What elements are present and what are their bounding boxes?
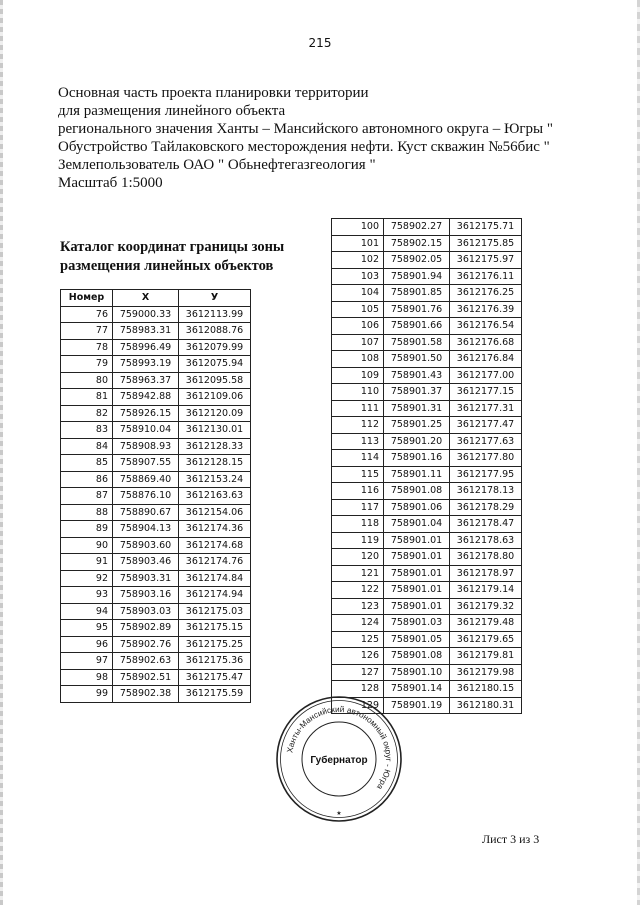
cell-number: 129 bbox=[332, 697, 384, 714]
cell-number: 107 bbox=[332, 334, 384, 351]
cell-y: 3612128.15 bbox=[179, 455, 251, 472]
table-row bbox=[332, 483, 522, 500]
cell-x: 758901.20 bbox=[384, 433, 450, 450]
cell-x: 758901.03 bbox=[384, 615, 450, 632]
seal-star-icon: ★ bbox=[336, 810, 342, 817]
cell-x: 758963.37 bbox=[113, 372, 179, 389]
cell-x: 758902.76 bbox=[113, 636, 179, 653]
cell-number: 108 bbox=[332, 351, 384, 368]
cell-x: 758901.05 bbox=[384, 631, 450, 648]
cell-number: 112 bbox=[332, 417, 384, 434]
table-row bbox=[61, 389, 251, 406]
cell-y: 3612175.97 bbox=[450, 252, 522, 269]
cell-y: 3612179.32 bbox=[450, 598, 522, 615]
cell-x: 758903.16 bbox=[113, 587, 179, 604]
cell-y: 3612176.68 bbox=[450, 334, 522, 351]
table-row bbox=[332, 417, 522, 434]
table-row bbox=[61, 488, 251, 505]
table-row bbox=[61, 669, 251, 686]
cell-y: 3612176.54 bbox=[450, 318, 522, 335]
cell-number: 109 bbox=[332, 367, 384, 384]
cell-y: 3612177.15 bbox=[450, 384, 522, 401]
cell-x: 758993.19 bbox=[113, 356, 179, 373]
header-line: Обустройство Тайлаковского месторождения нефти. Куст скважин №56бис " bbox=[58, 139, 550, 155]
cell-y: 3612178.63 bbox=[450, 532, 522, 549]
cell-y: 3612174.76 bbox=[179, 554, 251, 571]
cell-x: 758942.88 bbox=[113, 389, 179, 406]
cell-y: 3612130.01 bbox=[179, 422, 251, 439]
cell-y: 3612177.31 bbox=[450, 400, 522, 417]
cell-x: 758901.06 bbox=[384, 499, 450, 516]
cell-number: 103 bbox=[332, 268, 384, 285]
seal-center-text: Губернатор bbox=[310, 755, 368, 766]
cell-number: 120 bbox=[332, 549, 384, 566]
cell-x: 758903.31 bbox=[113, 570, 179, 587]
cell-y: 3612179.48 bbox=[450, 615, 522, 632]
cell-number: 88 bbox=[61, 504, 113, 521]
table-row bbox=[61, 356, 251, 373]
cell-number: 95 bbox=[61, 620, 113, 637]
table-row bbox=[61, 323, 251, 340]
cell-y: 3612177.00 bbox=[450, 367, 522, 384]
cell-y: 3612178.80 bbox=[450, 549, 522, 566]
cell-number: 99 bbox=[61, 686, 113, 703]
cell-number: 79 bbox=[61, 356, 113, 373]
cell-number: 104 bbox=[332, 285, 384, 302]
cell-number: 98 bbox=[61, 669, 113, 686]
table-row bbox=[332, 384, 522, 401]
column-header-number: Номер bbox=[61, 290, 113, 307]
cell-y: 3612163.63 bbox=[179, 488, 251, 505]
table-right-body bbox=[332, 219, 522, 714]
cell-x: 758901.66 bbox=[384, 318, 450, 335]
cell-y: 3612179.65 bbox=[450, 631, 522, 648]
cell-x: 758901.08 bbox=[384, 483, 450, 500]
table-row bbox=[61, 438, 251, 455]
cell-number: 114 bbox=[332, 450, 384, 467]
cell-x: 758901.10 bbox=[384, 664, 450, 681]
cell-x: 758901.01 bbox=[384, 598, 450, 615]
cell-y: 3612175.59 bbox=[179, 686, 251, 703]
cell-x: 758901.01 bbox=[384, 549, 450, 566]
cell-y: 3612178.13 bbox=[450, 483, 522, 500]
cell-number: 128 bbox=[332, 681, 384, 698]
table-row bbox=[332, 318, 522, 335]
header-line: Масштаб 1:5000 bbox=[58, 175, 163, 191]
cell-number: 84 bbox=[61, 438, 113, 455]
cell-y: 3612120.09 bbox=[179, 405, 251, 422]
seal-graphic bbox=[274, 694, 404, 824]
cell-x: 758996.49 bbox=[113, 339, 179, 356]
cell-y: 3612180.31 bbox=[450, 697, 522, 714]
header-line: для размещения линейного объекта bbox=[58, 103, 286, 119]
catalog-title: Каталог координат границы зоны размещения линейных объектов bbox=[60, 239, 285, 274]
cell-x: 758901.01 bbox=[384, 565, 450, 582]
cell-y: 3612176.39 bbox=[450, 301, 522, 318]
cell-y: 3612178.47 bbox=[450, 516, 522, 533]
header-line: Землепользователь ОАО " Обьнефтегазгеология " bbox=[58, 157, 376, 173]
cell-x: 758901.85 bbox=[384, 285, 450, 302]
cell-number: 97 bbox=[61, 653, 113, 670]
table-row bbox=[332, 516, 522, 533]
table-row bbox=[61, 620, 251, 637]
cell-number: 123 bbox=[332, 598, 384, 615]
table-row bbox=[61, 570, 251, 587]
table-row bbox=[61, 587, 251, 604]
cell-x: 758902.27 bbox=[384, 219, 450, 236]
cell-number: 91 bbox=[61, 554, 113, 571]
cell-y: 3612180.15 bbox=[450, 681, 522, 698]
cell-x: 758902.38 bbox=[113, 686, 179, 703]
table-row bbox=[61, 554, 251, 571]
cell-x: 758901.01 bbox=[384, 582, 450, 599]
cell-number: 106 bbox=[332, 318, 384, 335]
cell-y: 3612175.71 bbox=[450, 219, 522, 236]
cell-y: 3612174.36 bbox=[179, 521, 251, 538]
table-row bbox=[61, 306, 251, 323]
cell-y: 3612154.06 bbox=[179, 504, 251, 521]
cell-x: 758908.93 bbox=[113, 438, 179, 455]
cell-y: 3612175.03 bbox=[179, 603, 251, 620]
cell-x: 758901.50 bbox=[384, 351, 450, 368]
table-row bbox=[332, 582, 522, 599]
cell-x: 758901.16 bbox=[384, 450, 450, 467]
cell-x: 758904.13 bbox=[113, 521, 179, 538]
table-row bbox=[332, 664, 522, 681]
cell-number: 118 bbox=[332, 516, 384, 533]
cell-number: 125 bbox=[332, 631, 384, 648]
cell-number: 90 bbox=[61, 537, 113, 554]
cell-y: 3612079.99 bbox=[179, 339, 251, 356]
cell-x: 758902.63 bbox=[113, 653, 179, 670]
cell-x: 758901.11 bbox=[384, 466, 450, 483]
cell-number: 86 bbox=[61, 471, 113, 488]
cell-y: 3612088.76 bbox=[179, 323, 251, 340]
table-row bbox=[332, 565, 522, 582]
cell-y: 3612175.36 bbox=[179, 653, 251, 670]
cell-y: 3612178.97 bbox=[450, 565, 522, 582]
cell-number: 93 bbox=[61, 587, 113, 604]
cell-number: 94 bbox=[61, 603, 113, 620]
cell-number: 81 bbox=[61, 389, 113, 406]
table-row bbox=[332, 433, 522, 450]
cell-number: 119 bbox=[332, 532, 384, 549]
cell-number: 82 bbox=[61, 405, 113, 422]
cell-y: 3612174.68 bbox=[179, 537, 251, 554]
cell-number: 113 bbox=[332, 433, 384, 450]
cell-y: 3612179.14 bbox=[450, 582, 522, 599]
cell-number: 77 bbox=[61, 323, 113, 340]
seal-ring-text: Ханты-Мансийский автономный округ - Югра bbox=[285, 704, 394, 792]
header-line: Основная часть проекта планировки территории bbox=[58, 85, 369, 101]
cell-number: 102 bbox=[332, 252, 384, 269]
column-header-x: X bbox=[113, 290, 179, 307]
coordinates-table-left bbox=[60, 289, 251, 703]
table-row bbox=[332, 598, 522, 615]
table-row bbox=[332, 351, 522, 368]
cell-y: 3612176.11 bbox=[450, 268, 522, 285]
column-header-y: У bbox=[179, 290, 251, 307]
table-row bbox=[61, 455, 251, 472]
cell-x: 758902.15 bbox=[384, 235, 450, 252]
table-left-body bbox=[61, 306, 251, 702]
cell-number: 101 bbox=[332, 235, 384, 252]
table-row bbox=[61, 521, 251, 538]
cell-x: 758907.55 bbox=[113, 455, 179, 472]
cell-y: 3612075.94 bbox=[179, 356, 251, 373]
cell-x: 758876.10 bbox=[113, 488, 179, 505]
table-row bbox=[332, 334, 522, 351]
cell-number: 124 bbox=[332, 615, 384, 632]
cell-x: 758902.51 bbox=[113, 669, 179, 686]
cell-number: 89 bbox=[61, 521, 113, 538]
cell-number: 121 bbox=[332, 565, 384, 582]
cell-y: 3612179.98 bbox=[450, 664, 522, 681]
table-row bbox=[61, 405, 251, 422]
cell-number: 83 bbox=[61, 422, 113, 439]
table-row bbox=[332, 631, 522, 648]
cell-y: 3612176.84 bbox=[450, 351, 522, 368]
cell-number: 111 bbox=[332, 400, 384, 417]
cell-number: 110 bbox=[332, 384, 384, 401]
cell-y: 3612175.47 bbox=[179, 669, 251, 686]
table-row bbox=[332, 252, 522, 269]
cell-y: 3612179.81 bbox=[450, 648, 522, 665]
cell-x: 758903.03 bbox=[113, 603, 179, 620]
cell-x: 758983.31 bbox=[113, 323, 179, 340]
cell-x: 758890.67 bbox=[113, 504, 179, 521]
cell-y: 3612095.58 bbox=[179, 372, 251, 389]
cell-number: 92 bbox=[61, 570, 113, 587]
cell-number: 115 bbox=[332, 466, 384, 483]
table-row bbox=[61, 471, 251, 488]
cell-y: 3612174.84 bbox=[179, 570, 251, 587]
cell-y: 3612177.63 bbox=[450, 433, 522, 450]
table-row bbox=[61, 653, 251, 670]
cell-number: 78 bbox=[61, 339, 113, 356]
table-row bbox=[332, 285, 522, 302]
cell-y: 3612177.47 bbox=[450, 417, 522, 434]
table-row bbox=[61, 537, 251, 554]
table-row bbox=[61, 603, 251, 620]
cell-y: 3612109.06 bbox=[179, 389, 251, 406]
cell-y: 3612178.29 bbox=[450, 499, 522, 516]
official-seal bbox=[274, 694, 404, 824]
cell-x: 758903.60 bbox=[113, 537, 179, 554]
table-row bbox=[332, 648, 522, 665]
cell-number: 126 bbox=[332, 648, 384, 665]
page-number: 215 bbox=[308, 36, 332, 50]
cell-x: 758901.19 bbox=[384, 697, 450, 714]
cell-x: 758926.15 bbox=[113, 405, 179, 422]
table-row bbox=[332, 301, 522, 318]
cell-number: 122 bbox=[332, 582, 384, 599]
table-header-row bbox=[61, 290, 251, 307]
cell-number: 105 bbox=[332, 301, 384, 318]
table-row bbox=[332, 499, 522, 516]
cell-x: 758902.89 bbox=[113, 620, 179, 637]
cell-x: 758903.46 bbox=[113, 554, 179, 571]
cell-y: 3612153.24 bbox=[179, 471, 251, 488]
cell-number: 85 bbox=[61, 455, 113, 472]
cell-y: 3612177.95 bbox=[450, 466, 522, 483]
cell-x: 758901.43 bbox=[384, 367, 450, 384]
cell-y: 3612174.94 bbox=[179, 587, 251, 604]
cell-x: 758910.04 bbox=[113, 422, 179, 439]
cell-y: 3612175.25 bbox=[179, 636, 251, 653]
table-row bbox=[61, 339, 251, 356]
table-row bbox=[61, 372, 251, 389]
table-row bbox=[332, 367, 522, 384]
table-row bbox=[332, 466, 522, 483]
cell-y: 3612113.99 bbox=[179, 306, 251, 323]
cell-x: 758901.58 bbox=[384, 334, 450, 351]
table-row bbox=[61, 504, 251, 521]
table-row bbox=[332, 235, 522, 252]
table-row bbox=[332, 450, 522, 467]
table-row bbox=[332, 532, 522, 549]
cell-x: 758901.31 bbox=[384, 400, 450, 417]
table-row bbox=[61, 636, 251, 653]
cell-number: 76 bbox=[61, 306, 113, 323]
cell-x: 758901.04 bbox=[384, 516, 450, 533]
table-row bbox=[332, 400, 522, 417]
cell-y: 3612175.85 bbox=[450, 235, 522, 252]
cell-y: 3612128.33 bbox=[179, 438, 251, 455]
table-row bbox=[332, 219, 522, 236]
cell-number: 100 bbox=[332, 219, 384, 236]
cell-x: 758901.76 bbox=[384, 301, 450, 318]
cell-number: 117 bbox=[332, 499, 384, 516]
scan-edge-left bbox=[0, 0, 3, 905]
table-row bbox=[61, 422, 251, 439]
table-row bbox=[61, 686, 251, 703]
cell-x: 758869.40 bbox=[113, 471, 179, 488]
cell-x: 758901.25 bbox=[384, 417, 450, 434]
cell-number: 96 bbox=[61, 636, 113, 653]
table-row bbox=[332, 615, 522, 632]
cell-number: 80 bbox=[61, 372, 113, 389]
document-header bbox=[58, 84, 598, 192]
cell-x: 758901.08 bbox=[384, 648, 450, 665]
cell-number: 116 bbox=[332, 483, 384, 500]
table-row bbox=[332, 549, 522, 566]
cell-y: 3612176.25 bbox=[450, 285, 522, 302]
cell-x: 758901.37 bbox=[384, 384, 450, 401]
cell-y: 3612177.80 bbox=[450, 450, 522, 467]
cell-y: 3612175.15 bbox=[179, 620, 251, 637]
cell-number: 127 bbox=[332, 664, 384, 681]
cell-x: 759000.33 bbox=[113, 306, 179, 323]
cell-x: 758901.14 bbox=[384, 681, 450, 698]
header-line: регионального значения Ханты – Мансийского автономного округа – Югры " bbox=[58, 121, 553, 137]
table-row bbox=[332, 268, 522, 285]
coordinates-table-right bbox=[331, 218, 522, 714]
cell-x: 758902.05 bbox=[384, 252, 450, 269]
cell-x: 758901.01 bbox=[384, 532, 450, 549]
cell-number: 87 bbox=[61, 488, 113, 505]
cell-x: 758901.94 bbox=[384, 268, 450, 285]
sheet-counter: Лист 3 из 3 bbox=[482, 832, 540, 846]
